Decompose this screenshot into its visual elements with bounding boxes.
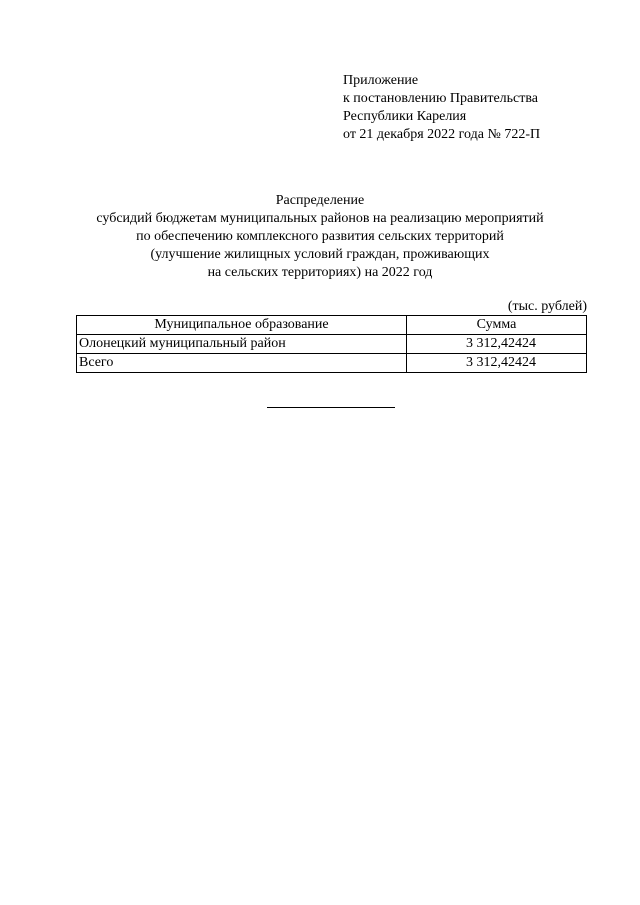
title-line-3: по обеспечению комплексного развития сельских территорий <box>136 229 504 244</box>
appendix-header <box>343 72 613 144</box>
total-sum: 3 312,42424 <box>407 354 587 373</box>
title-line-5: на сельских территориях) на 2022 год <box>207 265 433 280</box>
distribution-table <box>76 315 587 373</box>
title-line-2: субсидий бюджетам муниципальных районов на реализацию мероприятий <box>96 211 544 226</box>
appendix-date-number: от 21 декабря 2022 года № 722-П <box>343 127 541 142</box>
total-label: Всего <box>77 354 407 373</box>
document-title <box>60 192 580 282</box>
appendix-republic: Республики Карелия <box>343 109 467 124</box>
appendix-resolution: к постановлению Правительства <box>343 91 539 106</box>
title-line-4: (улучшение жилищных условий граждан, проживающих <box>150 247 490 262</box>
table-total-row <box>77 354 587 373</box>
end-divider <box>267 407 395 408</box>
title-line-1: Распределение <box>275 193 365 208</box>
units-label: (тыс. рублей) <box>507 299 587 314</box>
table-header-row <box>77 316 587 335</box>
appendix-label: Приложение <box>343 73 419 88</box>
table-row <box>77 335 587 354</box>
header-municipality: Муниципальное образование <box>77 316 407 335</box>
row-municipality-sum: 3 312,42424 <box>407 335 587 354</box>
header-sum: Сумма <box>407 316 587 335</box>
row-municipality-name: Олонецкий муниципальный район <box>77 335 407 354</box>
